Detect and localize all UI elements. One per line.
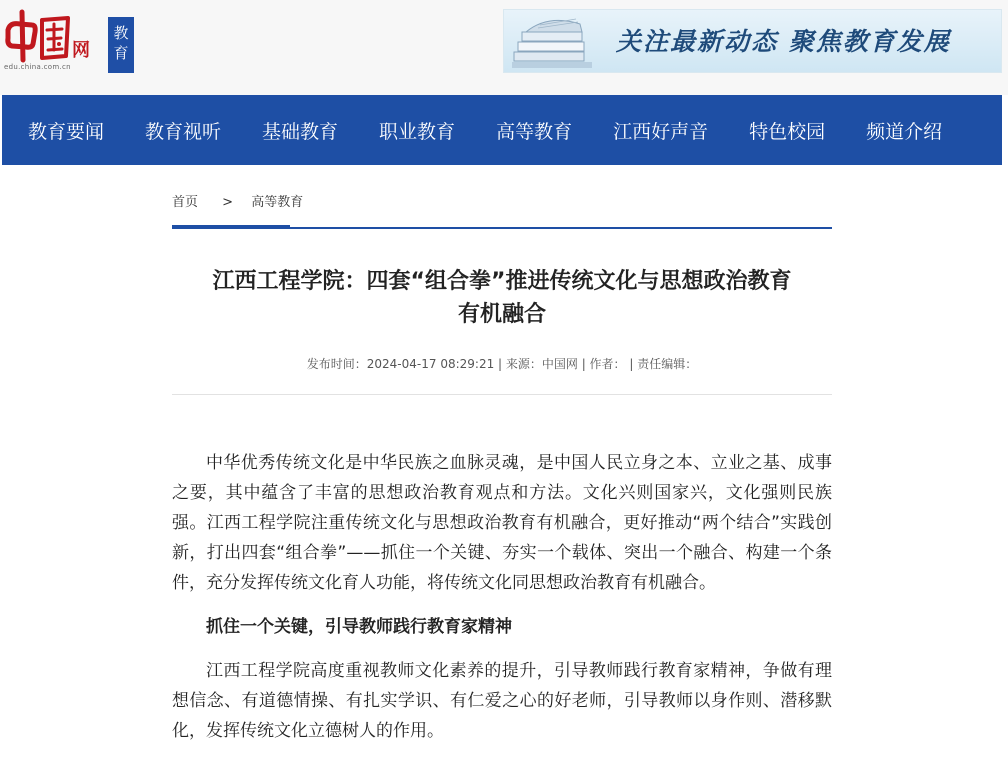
main-nav (2, 95, 1002, 165)
nav-item-about-channel[interactable]: 频道介绍 (866, 120, 943, 143)
breadcrumb (172, 191, 303, 210)
article-title-line-2: 有机融合 (457, 302, 546, 327)
article-paragraph: 江西工程学院高度重视教师文化素养的提升，引导教师践行教育家精神，争做有理想信念、有道德情操、有扎实学识、有仁爱之心的好老师，引导教师以身作则、潜移默化，发挥传统文化立德树人的作用。 (172, 661, 832, 741)
article-subheading: 抓住一个关键，引导教师践行教育家精神 (206, 617, 512, 637)
china-com-cn-logo[interactable] (2, 8, 137, 70)
nav-item-jiangxi-voice[interactable]: 江西好声音 (613, 120, 709, 143)
china-logo-icon (2, 8, 74, 64)
breadcrumb-home-link[interactable]: 首页 (172, 195, 199, 210)
nav-item-campus[interactable]: 特色校园 (749, 120, 826, 143)
header-banner (503, 9, 1002, 73)
channel-badge-label: 教育 (113, 24, 129, 62)
nav-item-higher-education[interactable]: 高等教育 (496, 120, 573, 143)
article-paragraph: 中华优秀传统文化是中华民族之血脉灵魂，是中国人民立身之本、立业之基、成事之要，其中蕴含了丰富的思想政治教育观点和方法。文化兴则国家兴，文化强则民族强。江西工程学院注重传统文化与思想政治教育有机融合，更好推动“两个结合”实践创新，打出四套“组合拳”——抓住一个关键、夯实一个载体、突出一个融合、构建一个条件，充分发挥传统文化育人功能，将传统文化同思想政治教育有机融合。 (172, 453, 832, 593)
breadcrumb-divider (172, 227, 832, 229)
logo-wang-text: 网 (72, 40, 90, 61)
nav-item-news[interactable]: 教育要闻 (28, 120, 105, 143)
breadcrumb-current-link[interactable]: 高等教育 (251, 195, 304, 210)
nav-item-basic-education[interactable]: 基础教育 (262, 120, 339, 143)
nav-item-video[interactable]: 教育视听 (145, 120, 222, 143)
nav-item-vocational-education[interactable]: 职业教育 (379, 120, 456, 143)
article-title (172, 265, 832, 331)
meta-divider (172, 394, 832, 395)
divider-accent (172, 225, 290, 229)
books-icon (508, 12, 600, 72)
logo-domain-text: edu.china.com.cn (4, 63, 71, 71)
channel-badge (108, 17, 134, 73)
banner-slogan: 关注最新动态 聚焦教育发展 (616, 27, 951, 56)
article-meta: 发布时间：2024-04-17 08:29:21 | 来源：中国网 | 作者： | 责任编辑： (306, 357, 698, 371)
breadcrumb-separator: > (222, 195, 234, 210)
site-header (0, 0, 1008, 95)
article-title-line-1: 江西工程学院：四套“组合拳”推进传统文化与思想政治教育 (212, 269, 792, 294)
article-body (172, 448, 832, 760)
